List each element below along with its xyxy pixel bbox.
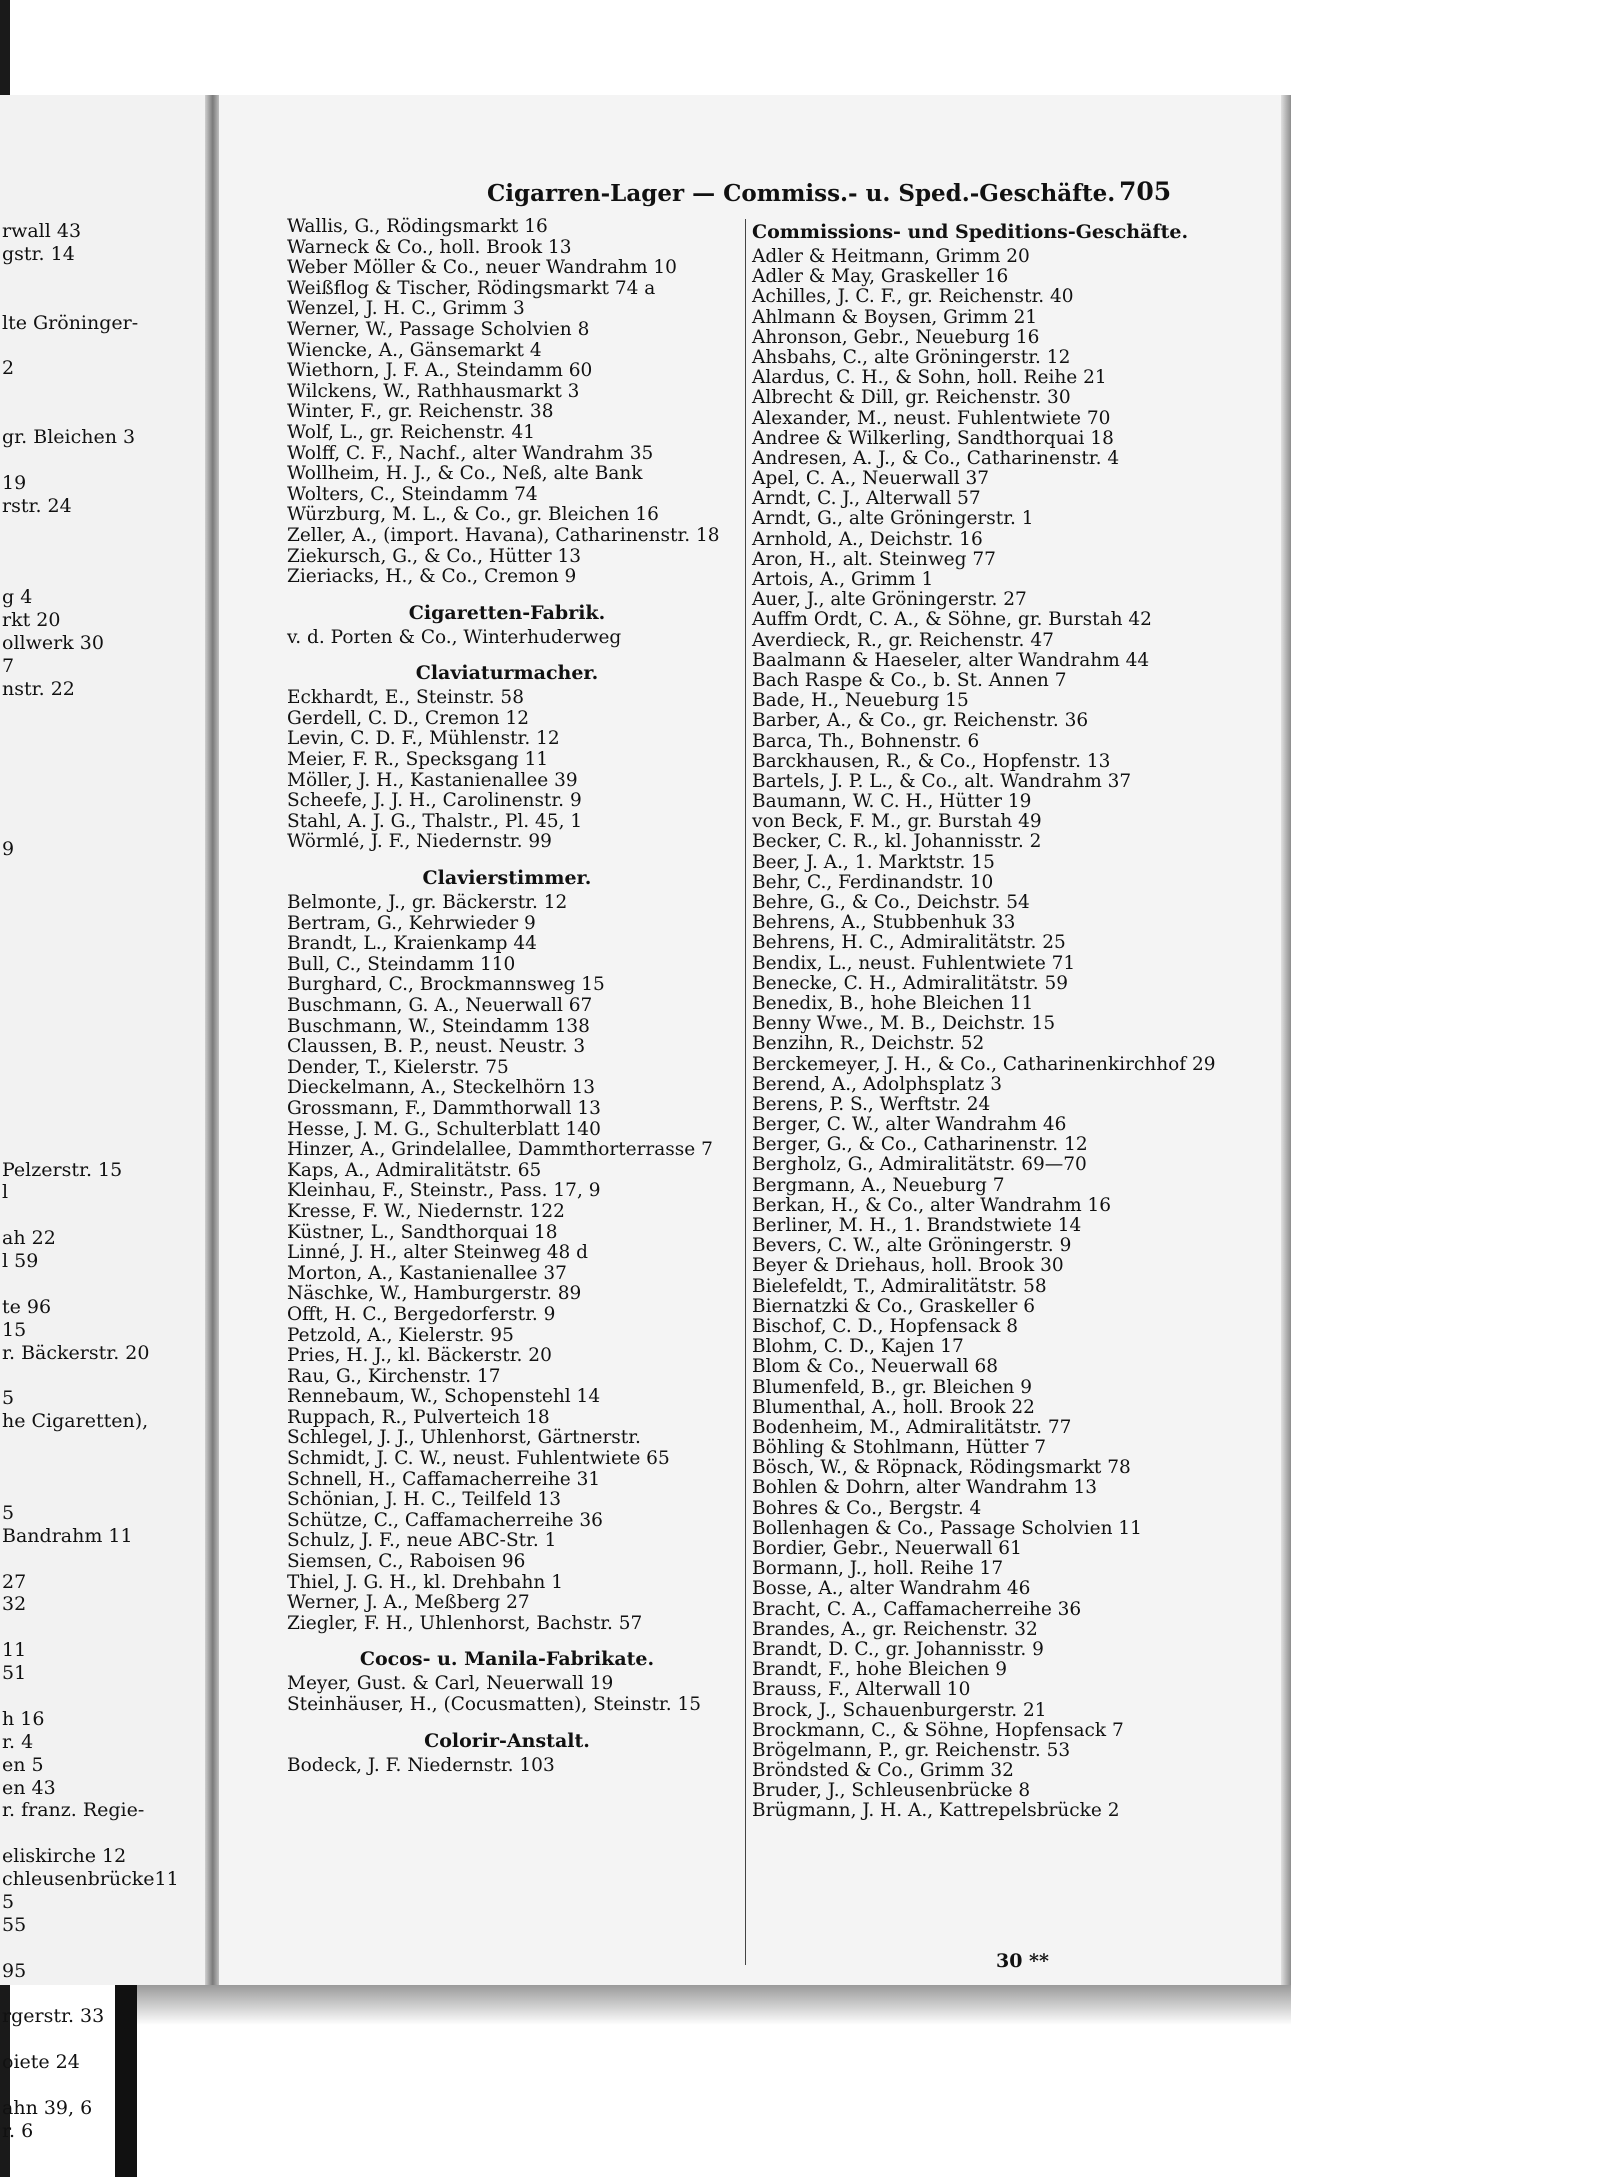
fragment-line bbox=[2, 449, 202, 472]
directory-entry: Bodeck, J. F. Niedernstr. 103 bbox=[287, 1754, 555, 1776]
directory-entry: Berend, A., Adolphsplatz 3 bbox=[752, 1073, 1002, 1095]
directory-entry: Arndt, G., alte Gröningerstr. 1 bbox=[752, 508, 1034, 530]
directory-entry: Bodenheim, M., Admiralitätstr. 77 bbox=[752, 1416, 1072, 1438]
section-gap bbox=[287, 588, 727, 598]
fragment-line bbox=[2, 998, 202, 1021]
directory-entry: Brock, J., Schauenburgerstr. 21 bbox=[752, 1699, 1047, 1721]
fragment-line bbox=[2, 1685, 202, 1708]
fragment-line bbox=[2, 1616, 202, 1639]
fragment-line: 5 bbox=[2, 1501, 15, 1524]
directory-entry: Arnhold, A., Deichstr. 16 bbox=[752, 528, 983, 550]
directory-entry: Brandes, A., gr. Reichenstr. 32 bbox=[752, 1618, 1038, 1640]
directory-entry: Brockmann, C., & Söhne, Hopfensack 7 bbox=[752, 1719, 1124, 1741]
fragment-line bbox=[2, 975, 202, 998]
directory-entry: Blom & Co., Neuerwall 68 bbox=[752, 1356, 998, 1378]
directory-entry: Behrens, H. C., Admiralitätstr. 25 bbox=[752, 932, 1066, 954]
directory-entry: Bertram, G., Kehrwieder 9 bbox=[287, 912, 536, 934]
directory-entry: Bull, C., Steindamm 110 bbox=[287, 953, 516, 975]
directory-entry: Bohlen & Dohrn, alter Wandrahm 13 bbox=[752, 1477, 1098, 1499]
page-header: Cigarren-Lager — Commiss.- u. Sped.-Geschäfte. bbox=[487, 180, 1116, 207]
fragment-line: rgerstr. 33 bbox=[2, 2005, 105, 2028]
directory-entry: Zeller, A., (import. Havana), Catharinenstr. 18 bbox=[287, 524, 720, 546]
directory-entry: Linné, J. H., alter Steinweg 48 d bbox=[287, 1242, 588, 1264]
directory-entry: Barca, Th., Bohnenstr. 6 bbox=[752, 730, 980, 752]
fragment-line: oiete 24 bbox=[2, 2051, 80, 2074]
directory-entry: Ahronson, Gebr., Neueburg 16 bbox=[752, 326, 1040, 348]
fragment-line bbox=[2, 334, 202, 357]
directory-entry: Zieriacks, H., & Co., Cremon 9 bbox=[287, 566, 577, 588]
directory-entry: Albrecht & Dill, gr. Reichenstr. 30 bbox=[752, 387, 1071, 409]
directory-entry: Grossmann, F., Dammthorwall 13 bbox=[287, 1097, 601, 1119]
fragment-line: 9 bbox=[2, 838, 15, 861]
fragment-line: eliskirche 12 bbox=[2, 1845, 127, 1868]
fragment-line bbox=[2, 1433, 202, 1456]
fragment-line bbox=[2, 861, 202, 884]
directory-entry: Andresen, A. J., & Co., Catharinenstr. 4 bbox=[752, 447, 1120, 469]
fragment-line: 5 bbox=[2, 1891, 15, 1914]
directory-entry: Berger, C. W., alter Wandrahm 46 bbox=[752, 1114, 1067, 1136]
section-gap bbox=[287, 1716, 727, 1726]
fragment-line: l bbox=[2, 1181, 9, 1204]
fragment-line bbox=[2, 266, 202, 289]
directory-entry: Siemsen, C., Raboisen 96 bbox=[287, 1551, 526, 1573]
fragment-line: en 43 bbox=[2, 1776, 56, 1799]
directory-entry: Baalmann & Haeseler, alter Wandrahm 44 bbox=[752, 649, 1150, 671]
directory-entry: Wollheim, H. J., & Co., Neß, alte Bank bbox=[287, 463, 643, 485]
fragment-line bbox=[2, 724, 202, 747]
directory-entry: Barckhausen, R., & Co., Hopfenstr. 13 bbox=[752, 750, 1111, 772]
directory-entry: Wilckens, W., Rathhausmarkt 3 bbox=[287, 380, 580, 402]
fragment-line: en 5 bbox=[2, 1753, 44, 1776]
fragment-line: 5 bbox=[2, 1387, 15, 1410]
fragment-line: te 96 bbox=[2, 1295, 52, 1318]
fragment-line bbox=[2, 403, 202, 426]
directory-entry: Werner, W., Passage Scholvien 8 bbox=[287, 318, 590, 340]
directory-entry: Wallis, G., Rödingsmarkt 16 bbox=[287, 216, 548, 237]
fragment-line: r. Bäckerstr. 20 bbox=[2, 1341, 150, 1364]
directory-entry: Böhling & Stohlmann, Hütter 7 bbox=[752, 1437, 1047, 1459]
directory-entry: Eckhardt, E., Steinstr. 58 bbox=[287, 687, 524, 709]
directory-entry: Steinhäuser, H., (Cocusmatten), Steinstr. 15 bbox=[287, 1694, 702, 1715]
fragment-line bbox=[2, 1365, 202, 1388]
facing-page-text-fragments bbox=[2, 220, 202, 2143]
section-heading: Cocos- u. Manila-Fabrikate. bbox=[359, 1648, 655, 1671]
directory-entry: Bormann, J., holl. Reihe 17 bbox=[752, 1558, 1004, 1580]
directory-entry: Blumenfeld, B., gr. Bleichen 9 bbox=[752, 1376, 1032, 1398]
directory-entry: Berkan, H., & Co., alter Wandrahm 16 bbox=[752, 1194, 1112, 1216]
directory-entry: Weißflog & Tischer, Rödingsmarkt 74 a bbox=[287, 277, 656, 299]
directory-entry: Claussen, B. P., neust. Neustr. 3 bbox=[287, 1036, 586, 1058]
fragment-line bbox=[2, 701, 202, 724]
directory-entry: Bartels, J. P. L., & Co., alt. Wandrahm 37 bbox=[752, 770, 1132, 792]
directory-entry: Bevers, C. W., alte Gröningerstr. 9 bbox=[752, 1235, 1072, 1257]
directory-entry: Arndt, C. J., Alterwall 57 bbox=[752, 488, 981, 510]
fragment-line: g 4 bbox=[2, 586, 33, 609]
fragment-line bbox=[2, 746, 202, 769]
directory-entry: Brögelmann, P., gr. Reichenstr. 53 bbox=[752, 1739, 1071, 1761]
page-edge-shadow bbox=[1281, 95, 1291, 1985]
directory-entry: Ahlmann & Boysen, Grimm 21 bbox=[752, 306, 1038, 328]
fragment-line: 15 bbox=[2, 1318, 27, 1341]
fragment-line bbox=[2, 1044, 202, 1067]
directory-entry: Adler & Heitmann, Grimm 20 bbox=[752, 246, 1030, 267]
section-gap bbox=[287, 1634, 727, 1644]
left-column bbox=[287, 217, 727, 1776]
directory-entry: Gerdell, C. D., Cremon 12 bbox=[287, 707, 529, 729]
fragment-line bbox=[2, 1822, 202, 1845]
fragment-line: r. 6 bbox=[2, 2119, 34, 2142]
directory-entry: Schütze, C., Caffamacherreihe 36 bbox=[287, 1509, 603, 1531]
directory-entry: Rennebaum, W., Schopenstehl 14 bbox=[287, 1386, 601, 1408]
fragment-line bbox=[2, 792, 202, 815]
directory-entry: Schnell, H., Caffamacherreihe 31 bbox=[287, 1468, 601, 1490]
fragment-line: 95 bbox=[2, 1959, 27, 1982]
fragment-line bbox=[2, 1136, 202, 1159]
facing-page bbox=[0, 95, 205, 2142]
directory-entry: Blumenthal, A., holl. Brook 22 bbox=[752, 1396, 1035, 1418]
directory-entry: Achilles, J. C. F., gr. Reichenstr. 40 bbox=[752, 286, 1074, 308]
fragment-line bbox=[2, 1067, 202, 1090]
directory-entry: Bollenhagen & Co., Passage Scholvien 11 bbox=[752, 1517, 1142, 1539]
directory-entry: Kleinhau, F., Steinstr., Pass. 17, 9 bbox=[287, 1180, 601, 1202]
directory-entry: Brügmann, J. H. A., Kattrepelsbrücke 2 bbox=[752, 1800, 1120, 1822]
fragment-line bbox=[2, 1021, 202, 1044]
fragment-line bbox=[2, 769, 202, 792]
fragment-line bbox=[2, 953, 202, 976]
fragment-line: 27 bbox=[2, 1570, 27, 1593]
directory-entry: Biernatzki & Co., Graskeller 6 bbox=[752, 1295, 1035, 1317]
directory-entry: Meyer, Gust. & Carl, Neuerwall 19 bbox=[287, 1673, 614, 1695]
directory-entry: Behre, G., & Co., Deichstr. 54 bbox=[752, 892, 1030, 913]
fragment-line bbox=[2, 884, 202, 907]
directory-entry: Alexander, M., neust. Fuhlentwiete 70 bbox=[752, 407, 1111, 429]
fragment-line: r. franz. Regie- bbox=[2, 1799, 145, 1822]
fragment-line: gr. Bleichen 3 bbox=[2, 426, 136, 449]
fragment-line bbox=[2, 1090, 202, 1113]
directory-entry: Ziegler, F. H., Uhlenhorst, Bachstr. 57 bbox=[287, 1612, 643, 1634]
directory-entry: Andree & Wilkerling, Sandthorquai 18 bbox=[752, 427, 1114, 449]
directory-entry: Ziekursch, G., & Co., Hütter 13 bbox=[287, 545, 582, 567]
directory-entry: Bracht, C. A., Caffamacherreihe 36 bbox=[752, 1598, 1082, 1620]
directory-entry: Pries, H. J., kl. Bäckerstr. 20 bbox=[287, 1345, 552, 1367]
directory-entry: Ahsbahs, C., alte Gröningerstr. 12 bbox=[752, 346, 1071, 368]
fragment-line: he Cigaretten), bbox=[2, 1410, 149, 1433]
directory-entry: Brandt, F., hohe Bleichen 9 bbox=[752, 1659, 1007, 1681]
directory-entry: Baumann, W. C. H., Hütter 19 bbox=[752, 791, 1032, 813]
directory-entry: v. d. Porten & Co., Winterhuderweg bbox=[287, 626, 622, 648]
fragment-line: lte Gröninger- bbox=[2, 311, 139, 334]
directory-entry: Bischof, C. D., Hopfensack 8 bbox=[752, 1315, 1019, 1337]
directory-entry: Brauss, F., Alterwall 10 bbox=[752, 1679, 971, 1701]
directory-entry: Wolf, L., gr. Reichenstr. 41 bbox=[287, 421, 536, 443]
section-heading: Colorir-Anstalt. bbox=[424, 1729, 590, 1752]
directory-entry: Offt, H. C., Bergedorferstr. 9 bbox=[287, 1303, 556, 1325]
scan-bottom-strip bbox=[115, 1985, 137, 2177]
fragment-line: 11 bbox=[2, 1639, 27, 1662]
directory-entry: Bielefeldt, T., Admiralitätstr. 58 bbox=[752, 1275, 1047, 1297]
section-heading: Commissions- und Speditions-Geschäfte. bbox=[752, 221, 1189, 243]
directory-entry: Küstner, L., Sandthorquai 18 bbox=[287, 1221, 558, 1243]
directory-entry: Adler & May, Graskeller 16 bbox=[752, 266, 1009, 288]
directory-entry: Bach Raspe & Co., b. St. Annen 7 bbox=[752, 669, 1067, 691]
directory-entry: Averdieck, R., gr. Reichenstr. 47 bbox=[752, 629, 1054, 651]
directory-entry: Warneck & Co., holl. Brook 13 bbox=[287, 236, 572, 258]
book-spine bbox=[205, 95, 219, 1985]
directory-entry: Ruppach, R., Pulverteich 18 bbox=[287, 1406, 550, 1428]
directory-entry: Behrens, A., Stubbenhuk 33 bbox=[752, 912, 1016, 934]
directory-entry: Kresse, F. W., Niedernstr. 122 bbox=[287, 1200, 565, 1222]
fragment-line: 32 bbox=[2, 1593, 27, 1616]
directory-entry: Auffm Ordt, C. A., & Söhne, gr. Burstah 42 bbox=[752, 609, 1152, 631]
directory-entry: Wörmlé, J. F., Niedernstr. 99 bbox=[287, 831, 552, 853]
directory-entry: Artois, A., Grimm 1 bbox=[752, 569, 934, 590]
directory-entry: Berliner, M. H., 1. Brandstwiete 14 bbox=[752, 1215, 1082, 1236]
directory-entry: Wiencke, A., Gänsemarkt 4 bbox=[287, 339, 542, 361]
directory-entry: Alardus, C. H., & Sohn, holl. Reihe 21 bbox=[752, 367, 1107, 389]
directory-entry: Bendix, L., neust. Fuhlentwiete 71 bbox=[752, 952, 1076, 974]
bottom-shadow bbox=[137, 1985, 1291, 2025]
directory-page bbox=[219, 95, 1281, 1985]
directory-entry: Thiel, J. G. H., kl. Drehbahn 1 bbox=[287, 1571, 563, 1593]
right-column bbox=[752, 217, 1272, 1822]
directory-entry: Beyer & Driehaus, holl. Brook 30 bbox=[752, 1255, 1064, 1277]
directory-entry: Becker, C. R., kl. Johannisstr. 2 bbox=[752, 831, 1042, 853]
directory-entry: Bade, H., Neueburg 15 bbox=[752, 690, 969, 712]
directory-entry: Winter, F., gr. Reichenstr. 38 bbox=[287, 401, 554, 423]
page-number: 705 bbox=[1119, 177, 1172, 206]
fragment-line bbox=[2, 380, 202, 403]
directory-entry: Kaps, A., Admiralitätstr. 65 bbox=[287, 1159, 542, 1181]
directory-entry: Dieckelmann, A., Steckelhörn 13 bbox=[287, 1077, 596, 1099]
fragment-line: h 16 bbox=[2, 1707, 45, 1730]
directory-entry: Auer, J., alte Gröningerstr. 27 bbox=[752, 589, 1027, 611]
directory-entry: Wenzel, J. H. C., Grimm 3 bbox=[287, 298, 525, 320]
directory-entry: Petzold, A., Kielerstr. 95 bbox=[287, 1324, 514, 1346]
fragment-line: r. 4 bbox=[2, 1730, 34, 1753]
directory-entry: Beer, J. A., 1. Marktstr. 15 bbox=[752, 851, 995, 873]
directory-entry: Schlegel, J. J., Uhlenhorst, Gärtnerstr. bbox=[287, 1427, 641, 1449]
directory-entry: Schulz, J. F., neue ABC-Str. 1 bbox=[287, 1530, 557, 1552]
directory-entry: Schmidt, J. C. W., neust. Fuhlentwiete 65 bbox=[287, 1448, 670, 1470]
fragment-line bbox=[2, 563, 202, 586]
directory-entry: Berckemeyer, J. H., & Co., Catharinenkirchhof 29 bbox=[752, 1053, 1216, 1075]
fragment-line: gstr. 14 bbox=[2, 242, 75, 265]
fragment-line bbox=[2, 518, 202, 541]
directory-entry: Berger, G., & Co., Catharinenstr. 12 bbox=[752, 1134, 1088, 1156]
fragment-line: rstr. 24 bbox=[2, 494, 72, 517]
directory-entry: Würzburg, M. L., & Co., gr. Bleichen 16 bbox=[287, 504, 659, 526]
directory-entry: Hesse, J. M. G., Schulterblatt 140 bbox=[287, 1118, 601, 1140]
directory-entry: Dender, T., Kielerstr. 75 bbox=[287, 1056, 509, 1078]
section-gap bbox=[287, 648, 727, 658]
directory-entry: Weber Möller & Co., neuer Wandrahm 10 bbox=[287, 257, 677, 279]
directory-entry: Benecke, C. H., Admiralitätstr. 59 bbox=[752, 972, 1069, 994]
directory-entry: Bergholz, G., Admiralitätstr. 69—70 bbox=[752, 1154, 1087, 1176]
fragment-line: Pelzerstr. 15 bbox=[2, 1158, 123, 1181]
directory-entry: Möller, J. H., Kastanienallee 39 bbox=[287, 769, 578, 791]
fragment-line: nstr. 22 bbox=[2, 677, 75, 700]
directory-entry: Burghard, C., Brockmannsweg 15 bbox=[287, 974, 605, 996]
directory-entry: Buschmann, W., Steindamm 138 bbox=[287, 1015, 590, 1037]
directory-entry: Blohm, C. D., Kajen 17 bbox=[752, 1336, 964, 1358]
fragment-line: 55 bbox=[2, 1913, 27, 1936]
fragment-line bbox=[2, 2074, 202, 2097]
fragment-line bbox=[2, 1204, 202, 1227]
fragment-line bbox=[2, 1937, 202, 1960]
fragment-line: chleusenbrücke11 bbox=[2, 1868, 179, 1891]
directory-entry: Brandt, D. C., gr. Johannisstr. 9 bbox=[752, 1638, 1044, 1660]
directory-entry: Stahl, A. J. G., Thalstr., Pl. 45, 1 bbox=[287, 810, 583, 832]
fragment-line bbox=[2, 930, 202, 953]
directory-entry: Berens, P. S., Werftstr. 24 bbox=[752, 1093, 991, 1115]
directory-entry: Näschke, W., Hamburgerstr. 89 bbox=[287, 1283, 582, 1305]
directory-entry: Bosse, A., alter Wandrahm 46 bbox=[752, 1578, 1031, 1600]
fragment-line: 2 bbox=[2, 357, 15, 380]
directory-entry: Bröndsted & Co., Grimm 32 bbox=[752, 1760, 1014, 1782]
directory-entry: Aron, H., alt. Steinweg 77 bbox=[752, 548, 996, 570]
directory-entry: Bordier, Gebr., Neuerwall 61 bbox=[752, 1538, 1022, 1559]
directory-entry: Apel, C. A., Neuerwall 37 bbox=[752, 468, 990, 490]
directory-entry: von Beck, F. M., gr. Burstah 49 bbox=[752, 811, 1042, 833]
directory-entry: Werner, J. A., Meßberg 27 bbox=[287, 1592, 530, 1614]
section-heading: Cigaretten-Fabrik. bbox=[408, 601, 606, 624]
directory-entry: Behr, C., Ferdinandstr. 10 bbox=[752, 871, 994, 893]
section-heading: Claviaturmacher. bbox=[415, 662, 599, 685]
fragment-line: 19 bbox=[2, 471, 27, 494]
section-gap bbox=[287, 853, 727, 863]
directory-entry: Bohres & Co., Bergstr. 4 bbox=[752, 1497, 982, 1519]
directory-entry: Morton, A., Kastanienallee 37 bbox=[287, 1262, 567, 1284]
sheet-signature: 30 ** bbox=[996, 1950, 1049, 1972]
directory-entry: Brandt, L., Kraienkamp 44 bbox=[287, 933, 537, 955]
fragment-line bbox=[2, 2028, 202, 2051]
fragment-line: ahn 39, 6 bbox=[2, 2097, 93, 2120]
directory-entry: Levin, C. D. F., Mühlenstr. 12 bbox=[287, 728, 560, 750]
directory-entry: Bergmann, A., Neueburg 7 bbox=[752, 1174, 1005, 1196]
directory-entry: Benzihn, R., Deichstr. 52 bbox=[752, 1033, 985, 1055]
directory-entry: Wiethorn, J. F. A., Steindamm 60 bbox=[287, 360, 593, 382]
directory-entry: Wolters, C., Steindamm 74 bbox=[287, 483, 538, 505]
column-divider bbox=[745, 219, 746, 1965]
directory-entry: Bösch, W., & Röpnack, Rödingsmarkt 78 bbox=[752, 1457, 1131, 1479]
fragment-line bbox=[2, 907, 202, 930]
directory-entry: Schönian, J. H. C., Teilfeld 13 bbox=[287, 1489, 562, 1511]
fragment-line bbox=[2, 1456, 202, 1479]
fragment-line bbox=[2, 1113, 202, 1136]
fragment-line: ah 22 bbox=[2, 1227, 56, 1250]
directory-entry: Rau, G., Kirchenstr. 17 bbox=[287, 1365, 501, 1387]
directory-entry: Benedix, B., hohe Bleichen 11 bbox=[752, 992, 1034, 1014]
fragment-line: l 59 bbox=[2, 1250, 39, 1273]
directory-entry: Scheefe, J. J. H., Carolinenstr. 9 bbox=[287, 790, 582, 812]
directory-entry: Buschmann, G. A., Neuerwall 67 bbox=[287, 995, 593, 1016]
directory-entry: Wolff, C. F., Nachf., alter Wandrahm 35 bbox=[287, 442, 654, 464]
directory-entry: Benny Wwe., M. B., Deichstr. 15 bbox=[752, 1013, 1056, 1035]
directory-entry: Barber, A., & Co., gr. Reichenstr. 36 bbox=[752, 710, 1089, 732]
fragment-line: Bandrahm 11 bbox=[2, 1524, 133, 1547]
directory-entry: Meier, F. R., Specksgang 11 bbox=[287, 749, 549, 771]
fragment-line: ollwerk 30 bbox=[2, 632, 104, 655]
fragment-line bbox=[2, 1548, 202, 1571]
fragment-line: rkt 20 bbox=[2, 609, 61, 632]
directory-entry: Hinzer, A., Grindelallee, Dammthorterrasse 7 bbox=[287, 1139, 713, 1161]
fragment-line bbox=[2, 1273, 202, 1296]
fragment-line bbox=[2, 540, 202, 563]
fragment-line: 51 bbox=[2, 1662, 27, 1685]
directory-entry: Bruder, J., Schleusenbrücke 8 bbox=[752, 1780, 1031, 1802]
fragment-line bbox=[2, 1479, 202, 1502]
fragment-line bbox=[2, 289, 202, 312]
section-heading: Clavierstimmer. bbox=[422, 867, 592, 890]
directory-entry: Belmonte, J., gr. Bäckerstr. 12 bbox=[287, 892, 568, 914]
fragment-line: 7 bbox=[2, 654, 15, 677]
fragment-line bbox=[2, 815, 202, 838]
fragment-line: rwall 43 bbox=[2, 220, 82, 242]
